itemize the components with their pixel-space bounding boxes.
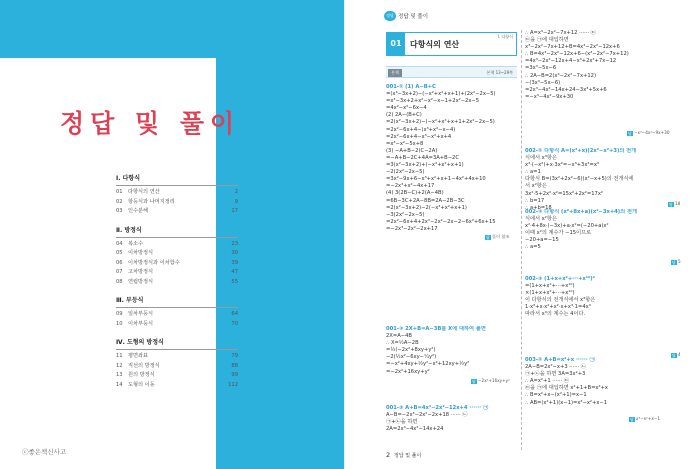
solution-line: 이 다항식의 전개식에서 x³항은 xyxy=(525,297,596,304)
toc-section xyxy=(116,295,238,329)
toc-section xyxy=(116,337,238,390)
solution-line: 2X=A−4B xyxy=(386,333,412,340)
solution-line: ∴ B=4x³−2x²−12x+6−(x³−2x²−7x+12) xyxy=(525,51,629,58)
solution-line: ∴ X=½A−2B xyxy=(386,340,419,347)
solution-line: 이때 x²의 계수가 −15이므로 xyxy=(525,230,592,237)
solution-line: x³·(−x²)+x·3x²=−x³+3x³=x³ xyxy=(525,162,599,169)
left-page xyxy=(0,0,344,469)
answer-002-1: 답 18 xyxy=(669,201,681,207)
toc-row[interactable] xyxy=(116,188,238,198)
solution-line: =3x³−5x−6 xyxy=(525,65,557,72)
toc-page: 99 xyxy=(231,372,238,378)
solution-line: 001-② 2X+B=A−3B를 X에 대하여 풀면 xyxy=(386,326,486,332)
solution-line: ∴ A=x³−2x²−7x+12 ······ ㉢ xyxy=(525,30,596,36)
solution-block-001-2 xyxy=(386,326,519,376)
toc-num: 03 xyxy=(116,208,123,214)
toc-page: 79 xyxy=(231,353,238,359)
solution-line: 서 x²항은 xyxy=(525,183,547,190)
solution-line: 3x²·5+2x²·x²=15x²+2x²=17x² xyxy=(525,190,603,197)
solution-line: ∴ 2A−B=2(x³−2x²−7x+12) xyxy=(525,72,597,79)
solution-line: ×(1+x+x²+···+x¹⁰) xyxy=(525,290,575,297)
concept-tag: 본책 xyxy=(388,69,402,77)
solution-line: −20+a=−15 xyxy=(525,237,559,244)
solution-line: 식에서 x²항은 xyxy=(525,216,557,223)
toc-section-heading: Ⅱ. 방정식 xyxy=(116,225,238,238)
solution-block-001-1 xyxy=(386,84,519,233)
answer-002-2: 답 5 xyxy=(672,259,681,265)
solution-line: 다항식 B=(3x²+2x²−6)(x²−x+5)의 전개식에 xyxy=(525,176,634,183)
toc-row[interactable] xyxy=(116,310,238,320)
toc-page: 30 xyxy=(231,250,238,256)
toc-page: 9 xyxy=(234,198,238,205)
toc-row[interactable] xyxy=(116,352,238,362)
solution-line: =−x³−4x²−9x+30 xyxy=(525,93,574,100)
toc-num: 12 xyxy=(116,362,123,369)
header-text: 정답 및 풀이 xyxy=(398,14,429,20)
toc-page: 64 xyxy=(231,311,238,317)
toc-row[interactable] xyxy=(116,249,238,259)
unit-chapter: Ⅰ. 다항식 xyxy=(497,34,513,39)
solution-block-001-3 xyxy=(386,405,519,433)
toc-section-heading: Ⅲ. 부등식 xyxy=(116,295,238,308)
solution-block-002-2 xyxy=(525,209,663,252)
toc-num: 07 xyxy=(116,269,123,275)
solution-line: A−B=−2x³−2x²−2x+18 ······ ㉡ xyxy=(386,412,468,419)
toc-label: 평면좌표 xyxy=(128,353,149,359)
solution-line: 002-① 다항식 A=(x³+x)(2x²−x²+3)의 전개 xyxy=(525,148,637,154)
toc-page: 70 xyxy=(231,320,238,327)
toc-num: 10 xyxy=(116,320,123,327)
toc-num: 05 xyxy=(116,250,123,256)
solution-line: ∴ a=1 xyxy=(525,169,541,176)
solution-line: (2) 2A−(B+C) xyxy=(386,112,422,119)
solution-line: =2x²−6x+4+2x³−2x²−2x−2−6x²+6x+15 xyxy=(386,218,496,225)
solution-line: ∴ b=17 xyxy=(525,197,545,204)
toc-num: 06 xyxy=(116,259,123,266)
toc-label: 도형의 이동 xyxy=(128,381,155,388)
toc-num: 13 xyxy=(116,372,123,378)
solution-line: ㉢을 ㉠에 대입하면 xyxy=(525,37,569,44)
toc-section xyxy=(116,225,238,288)
page-number: 2 xyxy=(386,451,391,459)
solution-line: 따라서 x³의 계수는 4이다. xyxy=(525,311,586,318)
toc-row[interactable] xyxy=(116,371,238,381)
toc-label: 고차방정식 xyxy=(128,269,154,275)
solution-line: 003-① A+B=x²+x ······ ㉠ xyxy=(525,357,595,363)
toc-row[interactable] xyxy=(116,268,238,278)
publisher-credit: ⓒ좋은책신사고 xyxy=(22,448,67,456)
toc-row[interactable] xyxy=(116,207,238,217)
solution-line: ∴ A=x²+1 ······ ㉢ xyxy=(525,378,570,385)
solution-line: 2A=2x³−4x²−14x+24 xyxy=(386,426,444,433)
toc-num: 09 xyxy=(116,311,123,317)
solution-line: ㉠+㉡을 하면 xyxy=(386,419,418,426)
solution-line: =(x³−3x+2)−(−x²+x²+x+1)+(2x²−2x−5) xyxy=(386,91,496,98)
solution-block-002-1 xyxy=(525,148,663,212)
table-of-contents xyxy=(116,173,238,398)
toc-page: 47 xyxy=(231,269,238,275)
toc-label: 원의 방정식 xyxy=(128,372,155,378)
solution-line: ∴ a=5 xyxy=(525,244,541,251)
toc-row[interactable] xyxy=(116,320,238,330)
toc-row[interactable] xyxy=(116,362,238,372)
column-divider xyxy=(521,30,522,450)
solution-line: ∴ AB=(x²+1)(x−1)=x³−x²+x−1 xyxy=(525,399,608,406)
solution-line: 002-③ (1+x+x²+···+x¹⁰)² xyxy=(525,276,595,282)
toc-section-heading: Ⅳ. 도형의 방정식 xyxy=(116,337,238,350)
toc-page: 23 xyxy=(231,240,238,247)
solution-line: −3(2x²−2x−5) xyxy=(386,211,425,218)
solution-line: =4x²−x²−6x−4 xyxy=(386,105,427,112)
solution-line: =(1+x+x²+···+x¹⁰) xyxy=(525,283,575,290)
toc-row[interactable] xyxy=(116,198,238,208)
solution-line: ∴ B=x²+x−(x²+1)=x−1 xyxy=(525,392,587,399)
solution-line: (3) −A+B−2(C−2A) xyxy=(386,147,438,154)
answer-002-3: 답 4 xyxy=(672,352,681,358)
solution-line: 1·x³+x·x²+x²·x+x³·1=4x³ xyxy=(525,304,591,311)
solution-line: =2(x²−3x+2)−(−x²+x²+x+1+2x²−2x−5) xyxy=(386,119,495,126)
solution-line: x³−2x²−7x+12+B=4x³−2x²−12x+6 xyxy=(525,44,620,51)
solution-line: ㉠+㉡을 하면 3A=3x²+3 xyxy=(525,371,586,378)
solution-line: =3(x²−3x+2)+(−x³+x²+x+1) xyxy=(386,162,464,169)
solution-block-003-1 xyxy=(525,357,663,407)
solution-line: 식에서 x³항은 xyxy=(525,155,557,162)
toc-section xyxy=(116,173,238,217)
solution-line: =3x²−9x+6−x³+x²+x+1−4x²+4x+10 xyxy=(386,176,486,183)
unit-number: 01 xyxy=(387,33,405,55)
toc-label: 이차부등식 xyxy=(128,320,154,327)
solution-line: −2(½x²−6xy−¼y²) xyxy=(386,354,437,361)
toc-num: 08 xyxy=(116,278,123,285)
solution-line: ∴ a+b=18 xyxy=(525,204,552,211)
toc-page: 88 xyxy=(231,362,238,369)
solution-line: =2x³−4x²−14x+24−3x³+5x+6 xyxy=(525,86,607,93)
toc-label: 다항식의 연산 xyxy=(128,189,160,195)
solution-block-002-3 xyxy=(525,276,663,319)
toc-label: 일차부등식 xyxy=(128,311,154,317)
toc-page: 2 xyxy=(234,189,238,195)
solution-line: x²·4+8x·(−3x)+a·x²=(−20+a)x² xyxy=(525,223,609,230)
solution-line: 001-① (1) A−B+C xyxy=(386,84,436,90)
solution-line: =−2x³−2x²−2x+17 xyxy=(386,225,438,232)
solution-line: 002-② 다항식 (x²+8x+a)(x²−3x+4)의 전개 xyxy=(525,209,637,215)
concept-bar xyxy=(386,66,517,78)
solution-line: =2x²−6x+4−(x³+x²−x−4) xyxy=(386,126,456,133)
toc-row[interactable] xyxy=(116,381,238,391)
solution-line: −(3x³−5x−6) xyxy=(525,79,561,86)
toc-label: 항등식과 나머지정리 xyxy=(128,198,175,205)
solution-line: =−2x²+16xy+y² xyxy=(386,368,430,375)
top-blue-band xyxy=(0,0,344,58)
toc-num: 04 xyxy=(116,240,123,247)
toc-row[interactable] xyxy=(116,259,238,269)
toc-num: 11 xyxy=(116,353,123,359)
solution-line: =6B−3C+2A−8B=2A−2B−3C xyxy=(386,197,465,204)
solution-line: (4) 3(2B−C)+2(A−4B) xyxy=(386,190,444,197)
toc-section-heading: Ⅰ. 다항식 xyxy=(116,173,238,186)
solution-block-001-3-cont xyxy=(525,30,663,101)
solution-line: −2(2x²−2x−5) xyxy=(386,169,425,176)
unit-title-box xyxy=(386,32,517,56)
solution-line: =x³−3x+2+x²−x²−x−1+2x²−2x−5 xyxy=(386,98,480,105)
solution-line: =−2x³+x²−4x+17 xyxy=(386,183,435,190)
answer-ref: 답 풀이 참조 xyxy=(486,234,510,240)
toc-label: 복소수 xyxy=(128,240,144,247)
solution-line: 2A−B=2x²−x+3 ······ ㉡ xyxy=(525,364,586,371)
solution-line: =−A+B−2C+4A=3A+B−2C xyxy=(386,154,459,161)
toc-num: 01 xyxy=(116,189,123,195)
solution-line: =−x²+4xy+½y²−x²+12xy+½y² xyxy=(386,361,470,368)
toc-label: 이차방정식과 이차함수 xyxy=(128,259,180,266)
toc-label: 이차방정식 xyxy=(128,250,154,256)
solution-line: =4x³−2x²−12x+4−x³+2x²+7x−12 xyxy=(525,58,617,65)
solution-line: =2x²−6x+4−x³−x²+x+4 xyxy=(386,133,452,140)
answer-001-2: 답 −2x²+16xy+y² xyxy=(472,378,510,384)
toc-page: 39 xyxy=(231,259,238,266)
unit-title: 다항식의 연산 xyxy=(410,40,460,49)
concept-page-range: 본책 13~29쪽 xyxy=(486,70,513,75)
solution-line: =x³−x²−5x+8 xyxy=(386,140,424,147)
toc-num: 02 xyxy=(116,198,123,205)
solution-line: =2(x²−3x+2)−2(−x³+x²+x+1) xyxy=(386,204,467,211)
solution-line: =½(−2x²+8xy+y²) xyxy=(386,347,436,354)
toc-num: 14 xyxy=(116,381,123,388)
toc-label: 인수분해 xyxy=(128,208,149,214)
answer-003-1: 답 x³−x²+x−1 xyxy=(630,416,660,422)
toc-label: 연립방정식 xyxy=(128,278,154,285)
answer-001-3: 답 −x³−4x²−9x+30 xyxy=(628,130,670,136)
right-page xyxy=(344,0,689,469)
toc-row[interactable] xyxy=(116,240,238,250)
toc-page: 55 xyxy=(231,278,238,285)
page-title: 정답 및 풀이 xyxy=(60,109,241,138)
header-badge: 정답 xyxy=(384,11,396,21)
toc-label: 직선의 방정식 xyxy=(128,362,160,369)
solution-line: ㉢을 ㉠에 대입하면 x²+1+B=x²+x xyxy=(525,385,609,392)
solution-line: 001-③ A+B=4x³−2x²−12x+4 ······ ㉠ xyxy=(386,405,489,411)
toc-row[interactable] xyxy=(116,278,238,288)
toc-page: 112 xyxy=(228,381,238,388)
footer-title: 정답 및 풀이 xyxy=(394,453,422,459)
toc-page: 17 xyxy=(231,208,238,214)
